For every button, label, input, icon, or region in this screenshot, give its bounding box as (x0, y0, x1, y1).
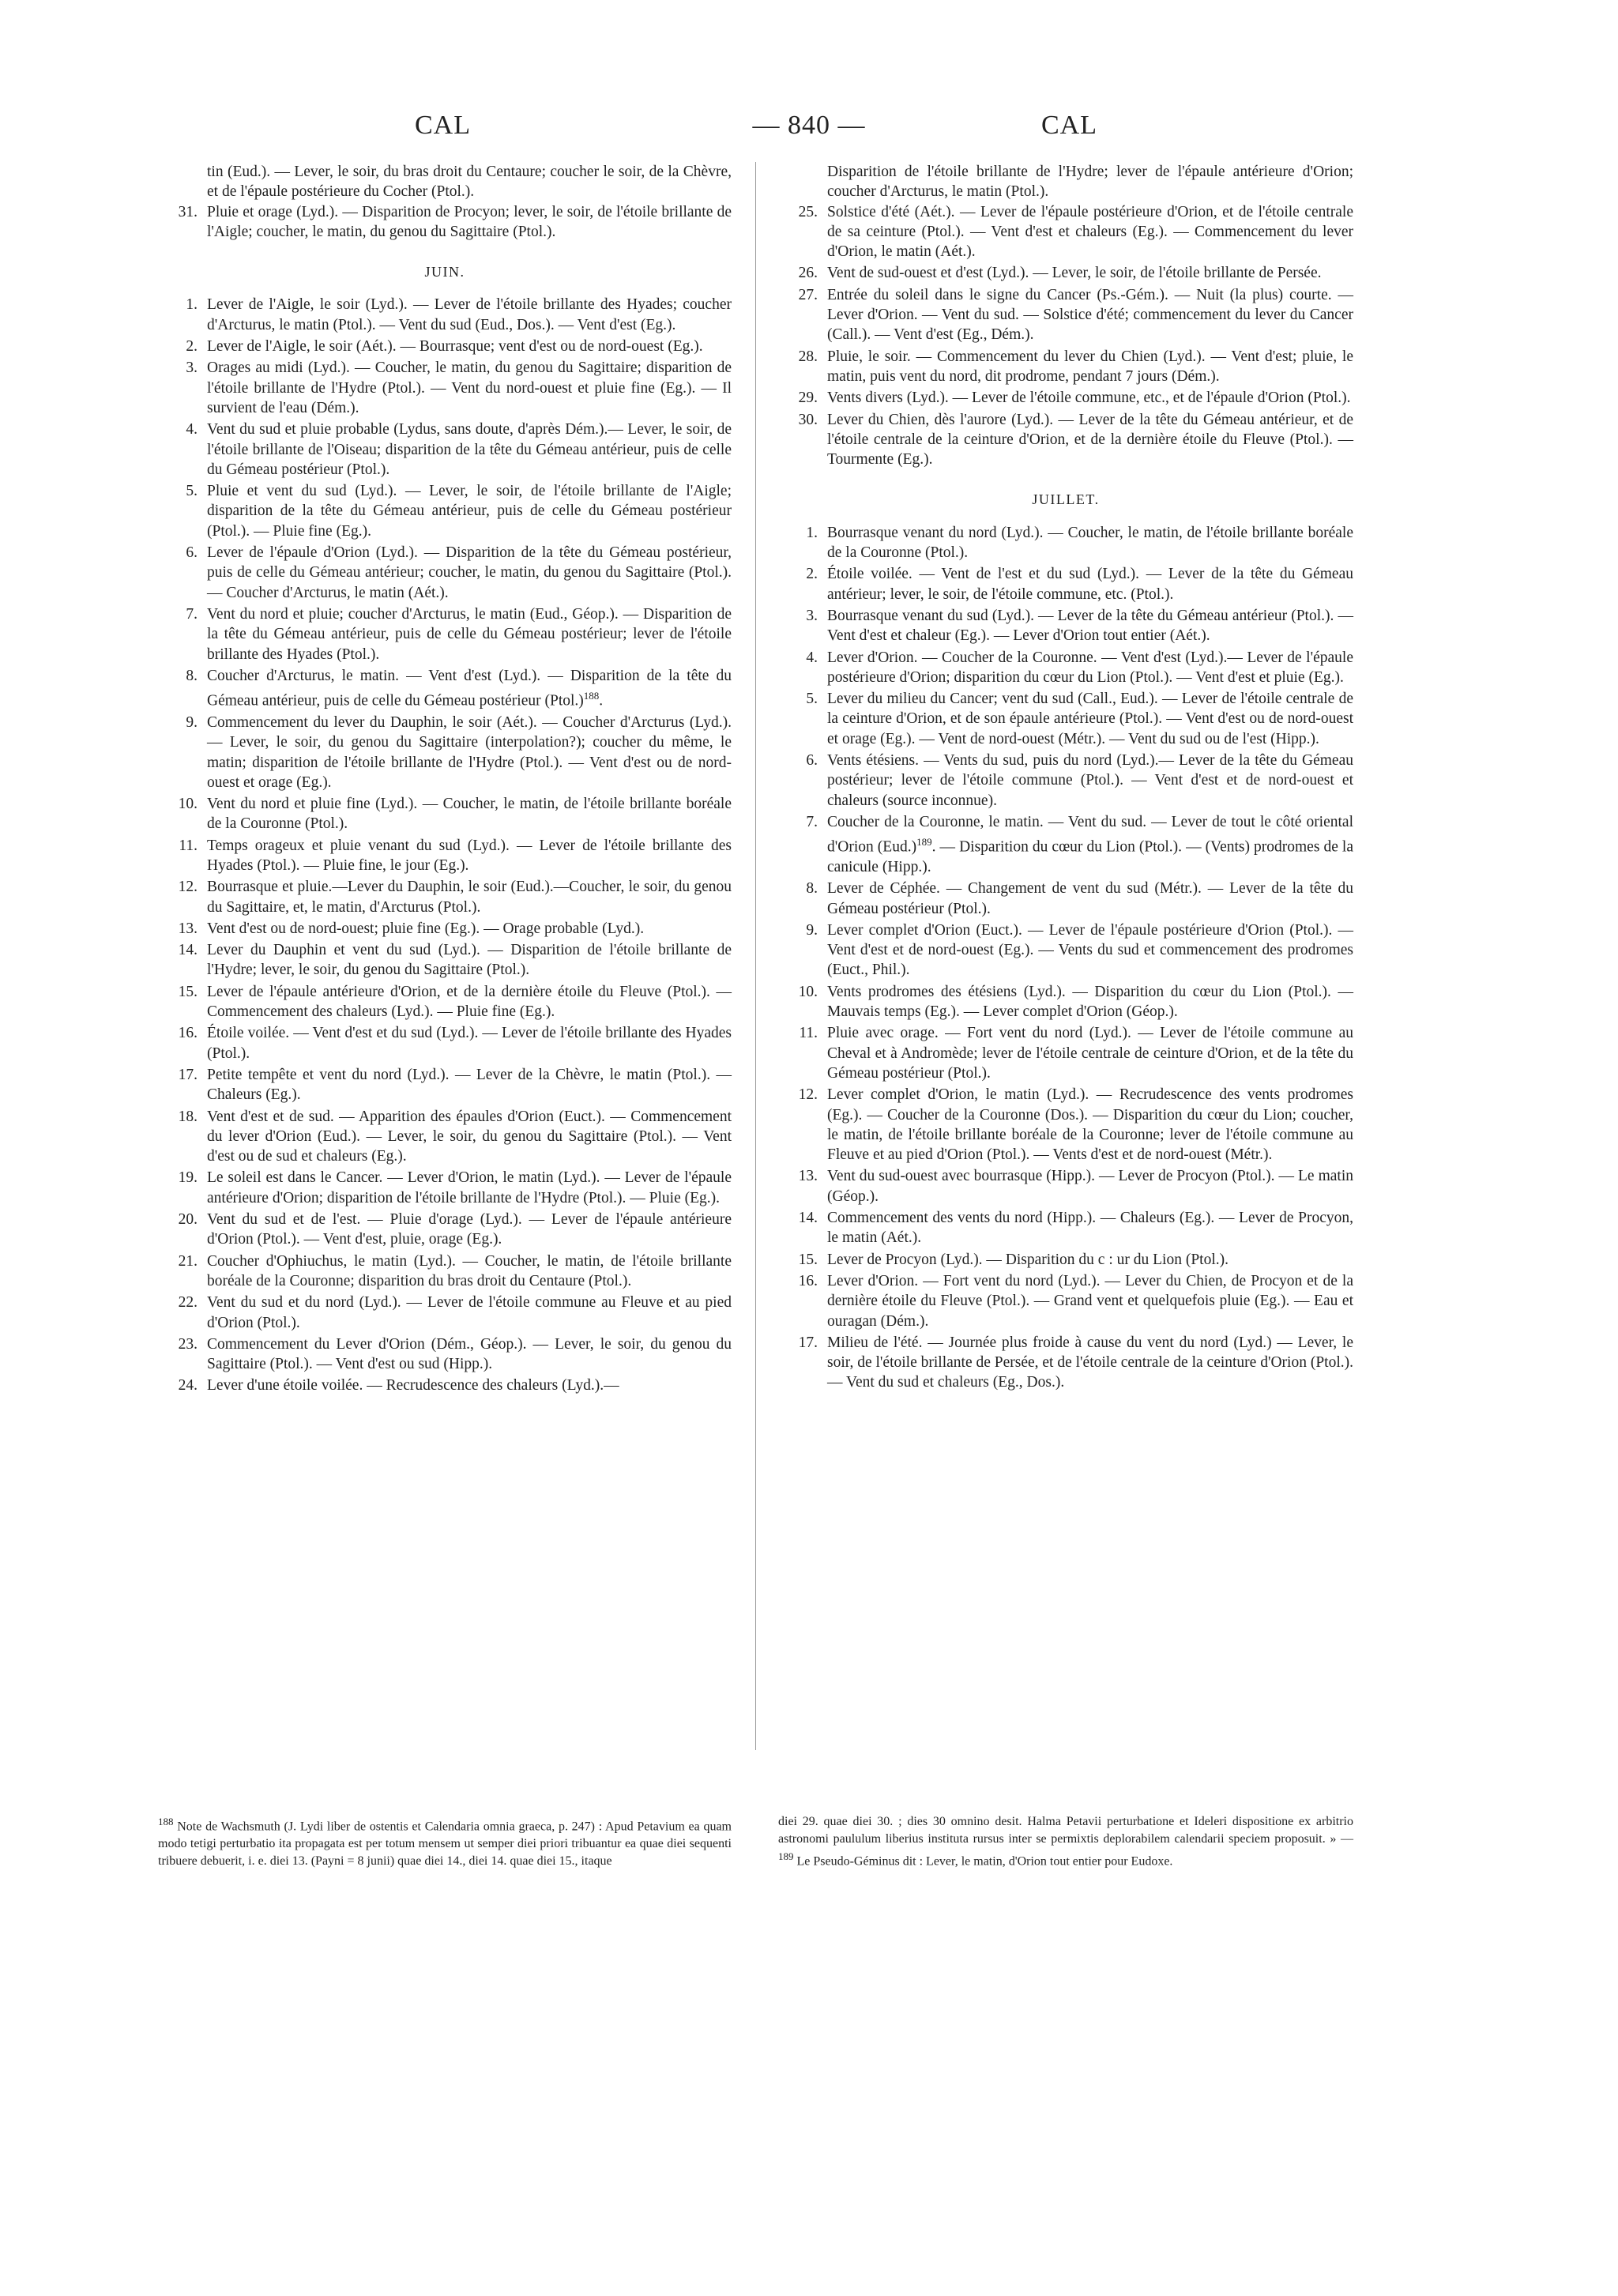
entry-number: 15. (178, 983, 198, 1000)
entry-text: Pluie et orage (Lyd.). — Disparition de Procyon; lever, le soir, de l'étoile brillante de l'Aigle; coucher, le matin, du genou du Sagittaire (Ptol.). (207, 203, 732, 240)
entry-text: Vent du sud et du nord (Lyd.). — Lever de l'étoile commune au Fleuve et au pied d'Orion (Ptol.). (207, 1294, 732, 1331)
list-item (158, 337, 732, 356)
entry-text: Bourrasque venant du nord (Lyd.). — Coucher, le matin, de l'étoile brillante boréale de la Couronne (Ptol.). (827, 524, 1353, 562)
entry-text: Temps orageux et pluie venant du sud (Lyd.). — Lever de l'étoile brillante des Hyades (Ptol.). — Pluie fine, le jour (Eg.). (207, 837, 732, 874)
entry-number: 30. (798, 411, 818, 428)
entry-text: Lever d'Orion. — Fort vent du nord (Lyd.). — Lever du Chien, de Procyon et de la dernière étoile du Fleuve (Ptol.). — Grand vent et quelquefois pluie (Eg.). — Eau et ouragan (Dém.). (827, 1272, 1353, 1330)
entry-number: 31. (178, 203, 198, 220)
list-item (158, 1065, 732, 1105)
list-item (778, 1023, 1353, 1083)
right-column (778, 162, 1353, 1395)
entry-number: 17. (178, 1066, 198, 1083)
footnote-right (778, 1813, 1353, 1870)
entries-list (158, 295, 732, 1395)
list-item (158, 202, 732, 243)
entry-number: 27. (798, 286, 818, 303)
footnote-number: 188 (158, 1816, 174, 1827)
entry-number: 24. (178, 1377, 198, 1395)
left-column (158, 162, 732, 1398)
list-item (778, 1208, 1353, 1248)
footnote-ref: 189 (916, 836, 932, 849)
entry-text: Commencement des vents du nord (Hipp.). — Chaleurs (Eg.). — Lever de Procyon, le matin (Aét.). (827, 1210, 1353, 1247)
list-item (158, 1293, 732, 1333)
entry-text: Commencement du Lever d'Orion (Dém., Géop.). — Lever, le soir, du genou du Sagittaire (Ptol.). — Vent d'est ou sud (Hipp.). (207, 1335, 732, 1373)
entry-number: 2. (186, 338, 198, 356)
entry-number: 1. (806, 524, 818, 541)
entry-number: 15. (798, 1251, 818, 1268)
entry-number: 6. (186, 544, 198, 562)
entry-text: Lever du milieu du Cancer; vent du sud (Call., Eud.). — Lever de l'étoile centrale de la ceinture d'Orion, et de son épaule antérieure (Ptol.). — Vent d'est ou de nord-ouest et orage (Eg.). — Vent de nord-ouest (Métr.). — Vent du sud ou de l'est (Hipp.). (827, 691, 1353, 747)
entry-number: 4. (806, 649, 818, 666)
entry-text: Solstice d'été (Aét.). — Lever de l'épaule postérieure d'Orion, et de l'étoile centrale de sa ceinture (Ptol.). — Vent d'est et chaleurs (Eg.). — Commencement du lever d'Orion, le matin (Aét.). (827, 203, 1353, 261)
entries-before (778, 202, 1353, 470)
entry-text: Lever de l'épaule antérieure d'Orion, et de la dernière étoile du Fleuve (Ptol.). — Commencement des chaleurs (Lyd.). — Pluie fine (Eg.). (207, 983, 732, 1021)
entry-text: Lever du Chien, dès l'aurore (Lyd.). — Lever de la tête du Gémeau antérieur, et de l'étoile centrale de la ceinture d'Orion, et de la dernière étoile du Fleuve (Ptol.). — Tourmente (Eg.). (827, 411, 1353, 469)
list-item (778, 812, 1353, 877)
list-item (158, 1023, 732, 1063)
entry-text: Vents étésiens. — Vents du sud, puis du nord (Lyd.).— Lever de la tête du Gémeau postérieur; lever de l'étoile commune (Ptol.). — Vent d'est et de nord-ouest et chaleurs (source inconnue). (827, 752, 1353, 809)
list-item (778, 285, 1353, 345)
list-item (778, 879, 1353, 919)
entry-text: Étoile voilée. — Vent de l'est et du sud (Lyd.). — Lever de la tête du Gémeau antérieur; lever, le soir, de l'étoile commune, etc. (Ptol.). (827, 566, 1353, 603)
entry-number: 26. (798, 265, 818, 282)
entry-text: Petite tempête et vent du nord (Lyd.). — Lever de la Chèvre, le matin (Ptol.). — Chaleurs (Eg.). (207, 1066, 732, 1104)
continuation-text: tin (Eud.). — Lever, le soir, du bras droit du Centaure; coucher le soir, de la Chèvre, et de l'épaule postérieure du Cocher (Ptol.). (207, 164, 732, 201)
entry-text: Lever complet d'Orion (Euct.). — Lever de l'épaule postérieure d'Orion (Ptol.). — Vent d'est et de nord-ouest (Eg.). — Vents du sud et commencement des prodromes (Euct., Phil.). (827, 921, 1353, 979)
header-right-title: CAL (1041, 111, 1097, 140)
entries-list (778, 523, 1353, 1393)
entry-text: Vents divers (Lyd.). — Lever de l'étoile commune, etc., et de l'épaule d'Orion (Ptol.). (827, 390, 1351, 407)
entry-number: 16. (798, 1272, 818, 1289)
entry-number: 13. (798, 1168, 818, 1185)
entry-number: 18. (178, 1108, 198, 1125)
list-item (158, 982, 732, 1022)
list-item (158, 358, 732, 418)
continuation-text: Disparition de l'étoile brillante de l'Hydre; lever de l'épaule antérieure d'Orion; coucher d'Arcturus, le matin (Ptol.). (827, 164, 1353, 201)
section-title-juin: JUIN. (424, 264, 465, 280)
entry-text-tail: . — Disparition du cœur du Lion (Ptol.). — (Vents) prodromes de la canicule (Hipp.). (827, 838, 1354, 875)
list-item (158, 1210, 732, 1250)
entry-text: Bourrasque et pluie.—Lever du Dauphin, le soir (Eud.).—Coucher, le soir, du genou du Sagittaire, et, le matin, d'Arcturus (Ptol.). (207, 879, 732, 916)
entry-text: Vent d'est ou de nord-ouest; pluie fine (Eg.). — Orage probable (Lyd.). (207, 920, 645, 937)
list-item (158, 919, 732, 939)
entry-number: 10. (798, 983, 818, 1000)
list-item (778, 1333, 1353, 1393)
entry-text: Commencement du lever du Dauphin, le soir (Aét.). — Coucher d'Arcturus (Lyd.). — Lever, le soir, du genou du Sagittaire (interpolation?); coucher du même, le matin; disparition de l'étoile brillante de l'Hydre (Ptol.). — Vent d'est ou de nord-ouest et orage (Eg.). (207, 713, 732, 791)
list-item (158, 1376, 732, 1395)
entry-text: Pluie avec orage. — Fort vent du nord (Lyd.). — Lever de l'étoile commune au Cheval et à Andromède; lever de l'étoile centrale de ceinture d'Orion, et de la tête du Gémeau postérieur (Ptol.). (827, 1025, 1353, 1082)
entry-text: Coucher d'Ophiuchus, le matin (Lyd.). — Coucher, le matin, de l'étoile brillante boréale de la Couronne; disparition du bras droit du Centaure (Ptol.). (207, 1252, 732, 1289)
entry-text: Lever d'une étoile voilée. — Recrudescence des chaleurs (Lyd.).— (207, 1377, 619, 1395)
entry-number: 12. (178, 879, 198, 896)
list-item (158, 604, 732, 664)
list-item (158, 666, 732, 711)
list-item (778, 606, 1353, 646)
entry-number: 28. (798, 348, 818, 365)
entry-text: Lever de Céphée. — Changement de vent du sud (Métr.). — Lever de la tête du Gémeau postérieur (Ptol.). (827, 880, 1353, 917)
entry-number: 12. (798, 1086, 818, 1104)
entry-text: Vent du nord et pluie; coucher d'Arcturus, le matin (Eud., Géop.). — Disparition de la tête du Gémeau antérieur, puis de celle du Gémeau postérieur; lever de l'étoile brillante des Hyades (Ptol.). (207, 605, 732, 663)
entry-number: 14. (178, 942, 198, 959)
entry-text: Pluie et vent du sud (Lyd.). — Lever, le soir, de l'étoile brillante de l'Aigle; disparition de la tête du Gémeau antérieur, puis de celle du Gémeau postérieur (Ptol.). — Pluie fine (Eg.). (207, 483, 732, 540)
entry-number: 9. (186, 713, 198, 731)
entry-text: Vent du nord et pluie fine (Lyd.). — Coucher, le matin, de l'étoile brillante boréale de la Couronne (Ptol.). (207, 796, 732, 833)
entry-text: Lever complet d'Orion, le matin (Lyd.). — Recrudescence des vents prodromes (Eg.). — Coucher de la Couronne (Dos.). — Disparition du cœur du Lion; coucher, le matin, de l'étoile brillante boréale de la Couronne; lever de l'étoile commune au Fleuve et au pied d'Orion (Ptol.). — Vents d'est et de nord-ouest (Métr.). (827, 1086, 1353, 1164)
entry-text: Coucher de la Couronne, le matin. — Vent du sud. — Lever de tout le côté oriental d'Orion (Eud.) (827, 813, 1353, 856)
entry-number: 23. (178, 1335, 198, 1353)
entry-number: 4. (186, 421, 198, 438)
list-item (158, 877, 732, 917)
footnote-text: diei 29. quae diei 30. ; dies 30 omnino desit. Halma Petavii perturbatione et Ideleri dispositione ex arbitrio astronomi paululum liberius instituta rursus inter se permixtis deplorabilem calendarii speciem proposuit. » — (778, 1815, 1353, 1846)
list-item (778, 1166, 1353, 1206)
entry-number: 9. (806, 921, 818, 939)
entry-number: 17. (798, 1334, 818, 1351)
entry-number: 6. (806, 752, 818, 770)
list-item (778, 410, 1353, 470)
entry-text: Vent d'est et de sud. — Apparition des épaules d'Orion (Euct.). — Commencement du lever d'Orion (Eud.). — Lever, le soir, du genou du Sagittaire (Ptol.). — Vent d'est ou de sud et chaleurs (Eg.). (207, 1108, 732, 1165)
entry-text: Vent de sud-ouest et d'est (Lyd.). — Lever, le soir, de l'étoile brillante de Persée. (827, 265, 1322, 282)
footnote-ref: 188 (583, 690, 600, 702)
entry-text: Orages au midi (Lyd.). — Coucher, le matin, du genou du Sagittaire; disparition de l'étoile brillante de l'Hydre (Ptol.). — Vent du nord-ouest et pluie fine (Eg.). — Il survient de l'eau (Dém.). (207, 359, 732, 416)
footnote-text: Note de Wachsmuth (J. Lydi liber de ostentis et Calendaria omnia graeca, p. 247) : Apud Petavium ea quam modo tetigi perturbatio ita propagata est per totum mensem ut semper diei priori tribuantur ea quae diei sequenti tribuere debuerit, i. e. diei 13. (Payni = 8 junii) quae diei 14., diei 14. quae diei 15., itaque (158, 1820, 732, 1869)
list-item (158, 794, 732, 834)
footnote-number: 189 (778, 1850, 794, 1862)
entry-text-tail: . (599, 692, 604, 710)
list-item (778, 263, 1353, 283)
entry-text: Lever de l'Aigle, le soir (Lyd.). — Lever de l'étoile brillante des Hyades; coucher d'Arcturus, le matin (Ptol.). — Vent du sud (Eud., Dos.). — Vent d'est (Eg.). (207, 296, 732, 333)
entry-text: Coucher d'Arcturus, le matin. — Vent d'est (Lyd.). — Disparition de la tête du Gémeau antérieur, puis de celle du Gémeau postérieur (Ptol.) (207, 667, 732, 710)
list-item (158, 1252, 732, 1292)
entry-number: 8. (806, 880, 818, 898)
list-item (778, 751, 1353, 811)
list-item (778, 1085, 1353, 1165)
entry-number: 3. (186, 359, 198, 377)
entry-number: 19. (178, 1169, 198, 1187)
page-header (0, 111, 1618, 158)
entry-text: Lever de l'Aigle, le soir (Aét.). — Bourrasque; vent d'est ou de nord-ouest (Eg.). (207, 338, 703, 356)
entry-number: 2. (806, 566, 818, 583)
entry-number: 5. (186, 483, 198, 500)
entry-number: 7. (186, 605, 198, 623)
list-item (778, 689, 1353, 749)
entry-text: Lever du Dauphin et vent du sud (Lyd.). — Disparition de l'étoile brillante de l'Hydre; lever, le soir, du genou du Sagittaire (Ptol.). (207, 942, 732, 979)
list-item (778, 523, 1353, 563)
list-item (158, 481, 732, 541)
footnote-left (158, 1813, 732, 1870)
entry-number: 8. (186, 667, 198, 684)
entry-text: Vent du sud-ouest avec bourrasque (Hipp.). — Lever de Procyon (Ptol.). — Le matin (Géop.). (827, 1168, 1353, 1205)
entry-text: Lever de Procyon (Lyd.). — Disparition du c : ur du Lion (Ptol.). (827, 1251, 1229, 1268)
entry-number: 1. (186, 296, 198, 314)
list-item (778, 202, 1353, 262)
entry-text: Vents prodromes des étésiens (Lyd.). — Disparition du cœur du Lion (Ptol.). — Mauvais temps (Eg.). — Lever complet d'Orion (Géop.). (827, 983, 1353, 1021)
list-item (778, 564, 1353, 604)
entries-before (158, 202, 732, 243)
entry-number: 14. (798, 1210, 818, 1227)
entry-number: 25. (798, 203, 818, 220)
list-item (158, 1334, 732, 1375)
entry-number: 22. (178, 1294, 198, 1312)
entry-text: Entrée du soleil dans le signe du Cancer (Ps.-Gém.). — Nuit (la plus) courte. — Lever d'Orion. — Vent du sud. — Solstice d'été; commencement du lever du Cancer (Call.). — Vent d'est (Eg., Dém.). (827, 286, 1353, 344)
entry-number: 11. (799, 1025, 818, 1042)
list-item (158, 713, 732, 792)
list-item (158, 1168, 732, 1208)
entry-number: 11. (179, 837, 198, 854)
list-item (158, 1107, 732, 1167)
entry-text: Pluie, le soir. — Commencement du lever du Chien (Lyd.). — Vent d'est; pluie, le matin, puis vent du nord, dit prodrome, pendant 7 jours (Dém.). (827, 348, 1353, 385)
footnote-text-tail: Le Pseudo-Géminus dit : Lever, le matin, d'Orion tout entier pour Eudoxe. (796, 1854, 1173, 1869)
entry-number: 16. (178, 1025, 198, 1042)
list-item (158, 543, 732, 603)
list-item (778, 1250, 1353, 1270)
entry-number: 20. (178, 1211, 198, 1229)
list-item (158, 940, 732, 981)
list-item (778, 982, 1353, 1022)
entry-text: Bourrasque venant du sud (Lyd.). — Lever de la tête du Gémeau antérieur (Ptol.). — Vent d'est et chaleur (Eg.). — Lever d'Orion tout entier (Aét.). (827, 607, 1353, 645)
entry-number: 21. (178, 1252, 198, 1270)
entry-text: Milieu de l'été. — Journée plus froide à cause du vent du nord (Lyd.) — Lever, le soir, de l'étoile brillante de Persée, et de l'étoile centrale de la ceinture d'Orion (Ptol.). — Vent du sud et chaleurs (Eg., Dos.). (827, 1334, 1354, 1391)
list-item (778, 388, 1353, 408)
list-item (778, 1271, 1353, 1331)
list-item (158, 836, 732, 876)
page-number: — 840 — (752, 111, 866, 140)
entry-text: Vent du sud et pluie probable (Lydus, sans doute, d'après Dém.).— Lever, le soir, de l'étoile brillante de l'Oiseau; disparition de la tête du Gémeau antérieur, puis de celle du Gémeau postérieur (Ptol.). (207, 421, 732, 478)
list-item (158, 420, 732, 480)
entry-text: Lever de l'épaule d'Orion (Lyd.). — Disparition de la tête du Gémeau postérieur, puis de celle du Gémeau antérieur; coucher, le matin, du genou du Sagittaire (Ptol.). — Coucher d'Arcturus, le matin (Aét.). (207, 544, 732, 601)
entry-number: 3. (806, 607, 818, 624)
list-item (158, 295, 732, 335)
entry-number: 13. (178, 920, 198, 937)
header-left-title: CAL (415, 111, 471, 140)
entry-text: Le soleil est dans le Cancer. — Lever d'Orion, le matin (Lyd.). — Lever de l'épaule antérieure d'Orion; disparition de l'étoile brillante de l'Hydre (Ptol.). — Pluie (Eg.). (207, 1169, 732, 1206)
entry-number: 10. (178, 796, 198, 813)
entry-number: 7. (806, 813, 818, 830)
entry-number: 29. (798, 390, 818, 407)
list-item (778, 920, 1353, 981)
list-item (778, 347, 1353, 387)
list-item (778, 648, 1353, 688)
entry-text: Lever d'Orion. — Coucher de la Couronne. — Vent d'est (Lyd.).— Lever de l'épaule postérieure d'Orion; disparition du cœur du Lion (Ptol.). — Vent d'est et pluie (Eg.). (827, 649, 1353, 686)
entry-text: Vent du sud et de l'est. — Pluie d'orage (Lyd.). — Lever de l'épaule antérieure d'Orion (Ptol.). — Vent d'est, pluie, orage (Eg.). (207, 1211, 732, 1248)
section-title-juillet: JUILLET. (1032, 491, 1100, 508)
entry-text: Étoile voilée. — Vent d'est et du sud (Lyd.). — Lever de l'étoile brillante des Hyades (Ptol.). (207, 1025, 732, 1062)
column-divider (755, 162, 756, 1750)
entry-number: 5. (806, 691, 818, 708)
